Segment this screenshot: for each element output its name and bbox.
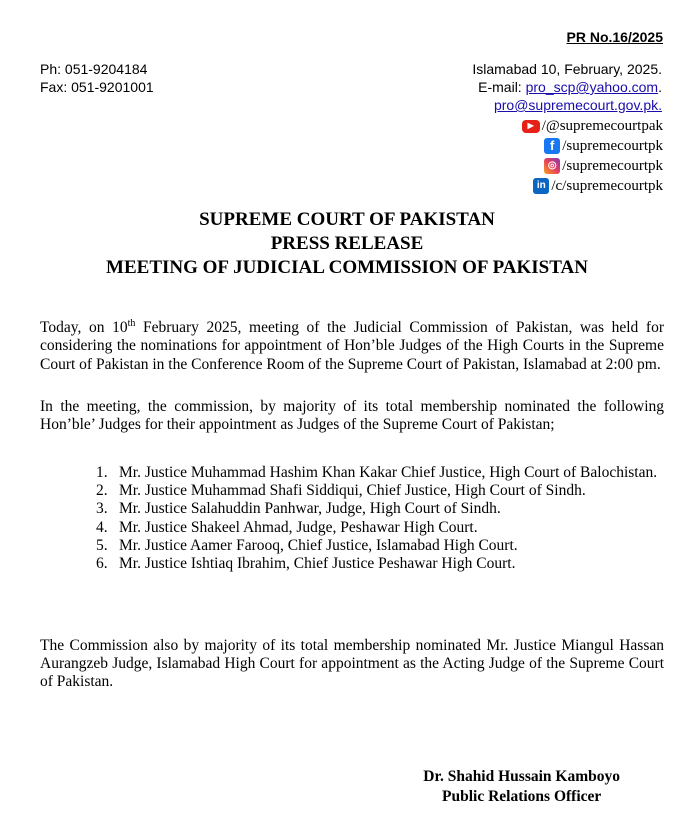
title-press-release: PRESS RELEASE: [270, 233, 424, 254]
list-number: 4.: [96, 518, 108, 536]
signatory-name: Dr. Shahid Hussain Kamboyo: [423, 768, 620, 785]
press-release-number: PR No.16/2025: [566, 29, 663, 45]
email-link-yahoo[interactable]: pro_scp@yahoo.com: [525, 79, 659, 95]
facebook-icon: f: [544, 138, 560, 154]
contact-details: [472, 60, 662, 114]
list-item-text: Mr. Justice Aamer Farooq, Chief Justice, Islamabad High Court.: [119, 536, 518, 554]
social-youtube-handle[interactable]: /@supremecourtpak: [541, 118, 663, 134]
paragraph-meeting-intro: [40, 315, 664, 374]
social-youtube[interactable]: [522, 116, 663, 136]
paragraph-nominations: In the meeting, the commission, by majority of its total membership nominated the following Hon’ble’ Judges for their appointment as Judges of the Supreme Court of Pakistan;: [40, 398, 664, 434]
list-number: 2.: [96, 482, 108, 500]
list-number: 6.: [96, 555, 108, 573]
list-item: [96, 555, 664, 573]
p1-superscript: th: [127, 318, 136, 329]
list-item: [96, 519, 664, 537]
list-number: 5.: [96, 536, 108, 554]
signature-block: [423, 767, 620, 807]
social-linkedin[interactable]: [522, 176, 663, 196]
email-line: [472, 78, 662, 96]
social-links: [522, 116, 663, 196]
signatory-title: Public Relations Officer: [442, 788, 602, 805]
list-item-text: Mr. Justice Shakeel Ahmad, Judge, Peshawar High Court.: [119, 518, 478, 536]
social-linkedin-handle[interactable]: /c/supremecourtpk: [551, 178, 663, 194]
p1-start: Today, on 10: [40, 319, 128, 337]
email-link-supremecourt[interactable]: pro@supremecourt.gov.pk.: [493, 97, 662, 113]
document-titles: [0, 208, 694, 280]
list-item-text: Mr. Justice Salahuddin Panhwar, Judge, High Court of Sindh.: [119, 500, 501, 518]
email-suffix: .: [658, 79, 662, 95]
fax-number: Fax: 051-9201001: [40, 79, 154, 95]
list-item: [96, 537, 664, 555]
list-item-text: Mr. Justice Ishtiaq Ibrahim, Chief Justice Peshawar High Court.: [119, 555, 516, 573]
list-item: [96, 482, 664, 500]
list-number: 1.: [96, 464, 108, 481]
list-item-text: Mr. Justice Muhammad Shafi Siddiqui, Chief Justice, High Court of Sindh.: [119, 482, 586, 500]
list-item: [96, 500, 664, 518]
social-facebook-handle[interactable]: /supremecourtpk: [562, 138, 663, 154]
linkedin-icon: in: [533, 178, 549, 194]
contact-numbers: [40, 60, 154, 96]
paragraph-acting-judge: The Commission also by majority of its total membership nominated Mr. Justice Miangul Hassan Aurangzeb Judge, Islamabad High Court for appointment as the Acting Judge of the Supreme Court of Pakistan.: [40, 637, 664, 691]
list-number: 3.: [96, 500, 108, 518]
phone-number: Ph: 051-9204184: [40, 61, 148, 77]
list-item-text: Mr. Justice Muhammad Hashim Khan Kakar Chief Justice, High Court of Balochistan.: [119, 464, 658, 481]
email-line-2: [472, 96, 662, 114]
social-instagram-handle[interactable]: /supremecourtpk: [562, 158, 663, 174]
title-meeting: MEETING OF JUDICIAL COMMISSION OF PAKISTAN: [106, 257, 588, 278]
email-label: E-mail:: [478, 79, 526, 95]
instagram-icon: ◎: [544, 158, 560, 174]
nominee-list: [96, 464, 664, 573]
list-item: [96, 464, 664, 482]
place-date: Islamabad 10, February, 2025.: [472, 61, 662, 77]
title-court: SUPREME COURT OF PAKISTAN: [199, 209, 495, 230]
youtube-icon: ▶: [522, 120, 540, 133]
social-instagram[interactable]: [522, 156, 663, 176]
social-facebook[interactable]: [522, 136, 663, 156]
p1-rest: February 2025, meeting of the Judicial Commission of Pakistan, was held for considering the nominations for appointment of Hon’ble Judges of the High Courts in the Supreme Court of Pakistan in the Conference Room of the Supreme Court of Pakistan, Islamabad at 2:00 pm.: [40, 319, 664, 373]
